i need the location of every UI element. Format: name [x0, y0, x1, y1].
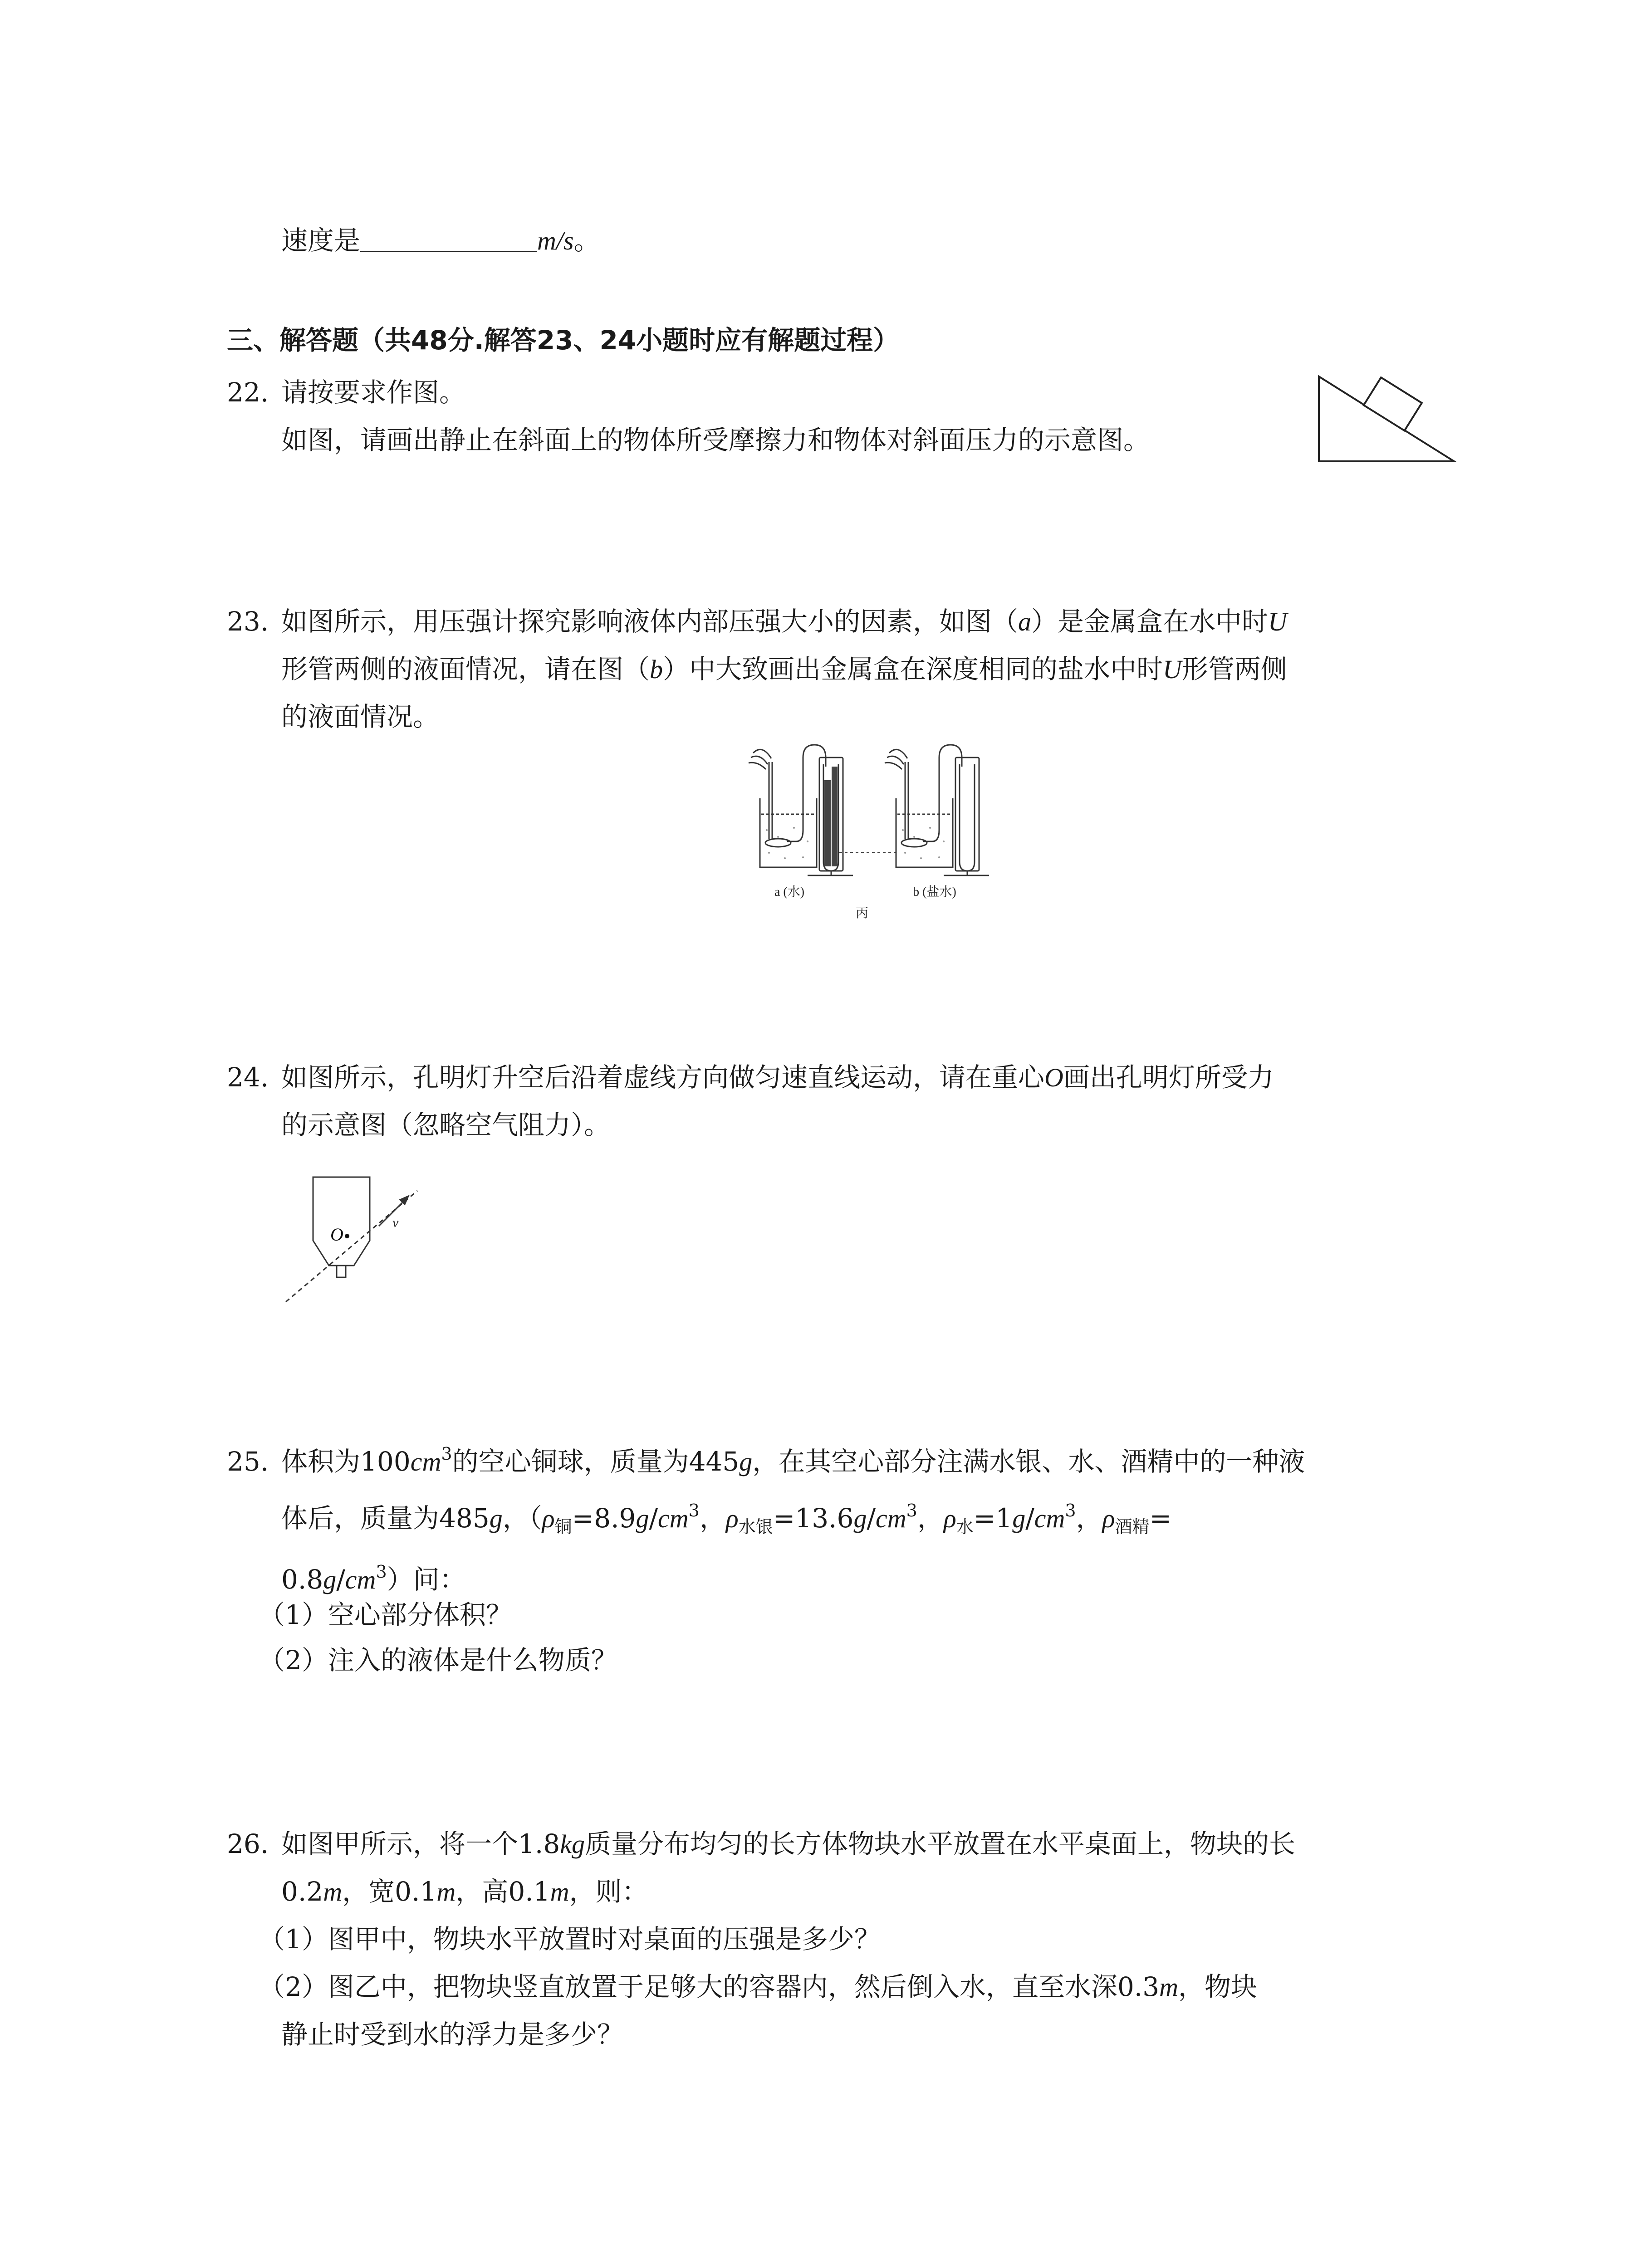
- q26-text: （2）图乙中，把物块竖直放置于足够大的容器内，然后倒入水，直至水深: [259, 1971, 1117, 2002]
- q26-text: ，高: [456, 1876, 509, 1907]
- unit: g: [636, 1504, 649, 1533]
- unit: cm: [876, 1504, 906, 1533]
- q25-line-2: [281, 1495, 1171, 1543]
- unit-exp: 3: [906, 1501, 917, 1520]
- rho-water: ρ: [943, 1504, 956, 1533]
- incline-block: [1364, 377, 1422, 430]
- q25-volume: 100: [360, 1446, 411, 1477]
- unit: g: [323, 1565, 337, 1594]
- q26-unit: m: [550, 1877, 569, 1906]
- q23-text: 形管两侧: [1181, 654, 1287, 684]
- val-water: =1: [973, 1503, 1013, 1534]
- q26-text: ，则：: [569, 1876, 648, 1907]
- q26-unit: m: [436, 1877, 456, 1906]
- comma: ，: [1076, 1503, 1102, 1534]
- q26-water-depth: 0.3: [1117, 1971, 1160, 2002]
- q21-answer-line: [281, 225, 600, 257]
- q25-text: ，在其空心部分注满水银、水、酒精中的一种液: [752, 1446, 1305, 1477]
- q25-number: 25.: [227, 1446, 269, 1477]
- q23-text: 形管两侧的液面情况，请在图（: [281, 654, 650, 684]
- q24-text: 如图所示，孔明灯升空后沿着虚线方向做匀速直线运动，请在重心: [281, 1062, 1045, 1093]
- q22-number: 22.: [227, 377, 269, 408]
- q21-prefix: 速度是: [281, 225, 361, 256]
- unit: cm: [345, 1565, 376, 1594]
- unit-exp: 3: [376, 1562, 387, 1582]
- q25-mass-2: 485: [439, 1503, 490, 1534]
- sub-alcohol: 酒精: [1115, 1517, 1150, 1537]
- velocity-label: v: [392, 1215, 399, 1230]
- q26-number: 26.: [227, 1828, 269, 1859]
- q26-height: 0.1: [508, 1876, 550, 1907]
- val-alcohol: 0.8: [281, 1564, 323, 1595]
- q26-unit: m: [323, 1877, 343, 1906]
- q23-text: ）是金属盒在水中时: [1031, 606, 1269, 637]
- q26-length: 0.2: [281, 1876, 323, 1907]
- q23-var-a: a: [1018, 607, 1032, 636]
- q25-exp: 3: [441, 1444, 452, 1464]
- unit: cm: [1034, 1504, 1065, 1533]
- incline-figure: [1318, 374, 1459, 465]
- equals: =: [1149, 1503, 1172, 1534]
- u-tube-a-fill-right: [832, 767, 838, 866]
- unit: g: [1012, 1504, 1026, 1533]
- unit: /: [336, 1564, 345, 1595]
- q23-var-u: U: [1268, 607, 1287, 636]
- q26-width: 0.1: [395, 1876, 437, 1907]
- q25-unit: g: [489, 1504, 503, 1533]
- q25-sub-1: （1）空心部分体积？: [259, 1599, 512, 1630]
- q24-number: 24.: [227, 1062, 269, 1093]
- comma: ，: [699, 1503, 726, 1534]
- q25-text: 体后，质量为: [281, 1503, 440, 1534]
- q26-unit: m: [1159, 1972, 1179, 2002]
- val-copper: =8.9: [572, 1503, 636, 1534]
- q22-text-1: 请按要求作图。: [281, 377, 466, 408]
- q25-unit: cm: [410, 1447, 441, 1476]
- q21-unit: m/s: [537, 226, 574, 255]
- q26-text: 质量分布均匀的长方体物块水平放置在水平桌面上，物块的长: [585, 1828, 1296, 1859]
- figure-caption: 丙: [855, 905, 869, 920]
- q26-text: ，物块: [1178, 1971, 1258, 2002]
- rho-mercury: ρ: [725, 1504, 739, 1533]
- q26-sub-1: （1）图甲中，物块水平放置时对桌面的压强是多少？: [259, 1924, 881, 1955]
- q26-text: ，宽: [342, 1876, 395, 1907]
- q21-answer-blank[interactable]: [360, 233, 537, 252]
- q25-sub-2: （2）注入的液体是什么物质？: [259, 1645, 617, 1676]
- center-of-gravity-dot: [345, 1234, 349, 1238]
- q25-line-3: [281, 1556, 466, 1596]
- q26-sub-2-line-2: 静止时受到水的浮力是多少？: [281, 2019, 624, 2050]
- q25-text: 体积为: [281, 1446, 361, 1477]
- q26-sub-2-line-1: [259, 1971, 1257, 2003]
- section-3-heading: 三、解答题（共48分.解答23、24小题时应有解题过程）: [227, 325, 900, 356]
- q25-text: ）问：: [387, 1564, 466, 1595]
- point-o-label: O: [330, 1224, 343, 1245]
- q26-line-2: [281, 1876, 648, 1908]
- q23-line-3: 的液面情况。: [281, 701, 440, 732]
- q25-line-1: [227, 1438, 1305, 1478]
- q24-line-1: [227, 1061, 1274, 1094]
- u-tube-a-fill-left: [824, 780, 831, 866]
- sub-water: 水: [956, 1517, 974, 1537]
- sub-copper: 铜: [554, 1517, 572, 1537]
- unit: /: [867, 1503, 876, 1534]
- unit-exp: 3: [1065, 1501, 1076, 1520]
- q23-text: ）中大致画出金属盒在深度相同的盐水中时: [663, 654, 1163, 684]
- q21-suffix: 。: [573, 225, 600, 256]
- q22-line-2: 如图，请画出静止在斜面上的物体所受摩擦力和物体对斜面压力的示意图。: [281, 425, 1150, 455]
- q26-unit: kg: [560, 1829, 585, 1859]
- pressure-gauge-figure: [735, 739, 1025, 921]
- rho-alcohol: ρ: [1102, 1504, 1115, 1533]
- q24-line-2: 的示意图（忽略空气阻力）。: [281, 1110, 611, 1140]
- q26-mass: 1.8: [518, 1828, 560, 1859]
- u-tube-b: [944, 758, 989, 875]
- q26-line-1: [227, 1828, 1295, 1860]
- val-mercury: =13.6: [773, 1503, 854, 1534]
- q25-text: 的空心铜球，质量为: [452, 1446, 689, 1477]
- q24-text: 画出孔明灯所受力: [1063, 1062, 1274, 1093]
- sub-mercury: 水银: [738, 1517, 773, 1537]
- q23-number: 23.: [227, 606, 269, 637]
- q22-line-1: [227, 376, 465, 408]
- unit: cm: [658, 1504, 689, 1533]
- q23-line-2: [281, 653, 1287, 685]
- q24-var-o: O: [1044, 1063, 1063, 1092]
- lantern-figure: [281, 1173, 431, 1309]
- q25-mass: 445: [689, 1446, 740, 1477]
- unit: /: [649, 1503, 658, 1534]
- q23-line-1: [227, 606, 1287, 638]
- unit-exp: 3: [688, 1501, 700, 1520]
- rho-copper: ρ: [542, 1504, 555, 1533]
- comma: ，: [917, 1503, 944, 1534]
- q26-text: 如图甲所示，将一个: [281, 1828, 519, 1859]
- q25-text: ，（: [502, 1503, 542, 1534]
- figure-label-b: b (盐水): [913, 885, 956, 899]
- q23-text: 如图所示，用压强计探究影响液体内部压强大小的因素，如图（: [281, 606, 1019, 637]
- figure-label-a: a (水): [774, 885, 805, 899]
- q23-var-u: U: [1163, 655, 1182, 684]
- unit: g: [853, 1504, 867, 1533]
- q25-unit: g: [739, 1447, 753, 1476]
- unit: /: [1025, 1503, 1034, 1534]
- q23-var-b: b: [650, 655, 663, 684]
